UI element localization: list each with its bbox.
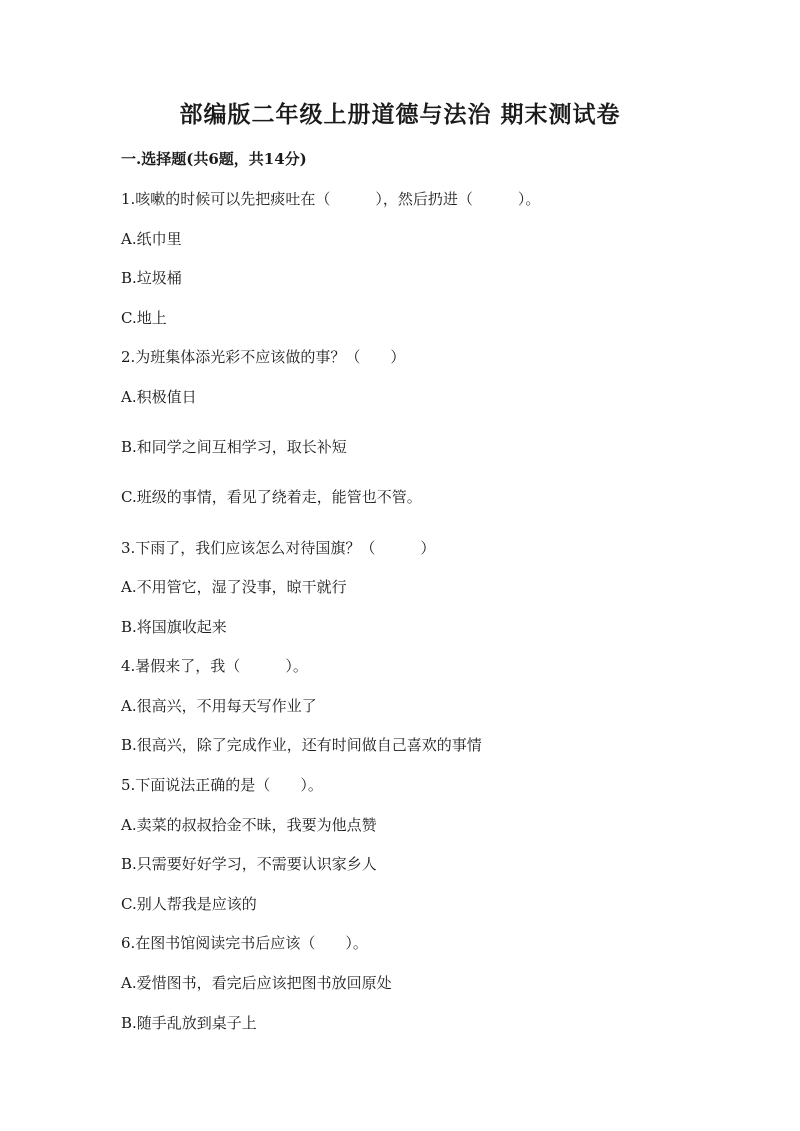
answer-option: A.纸巾里 (121, 230, 182, 248)
answer-option: C.班级的事情，看见了绕着走，能管也不管。 (121, 488, 422, 506)
answer-option: A.很高兴，不用每天写作业了 (121, 697, 317, 715)
answer-option: B.很高兴，除了完成作业，还有时间做自己喜欢的事情 (121, 736, 482, 754)
answer-option: B.将国旗收起来 (121, 618, 227, 636)
question-stem: 3.下雨了，我们应该怎么对待国旗？（ ） (121, 539, 436, 557)
answer-option: B.随手乱放到桌子上 (121, 1014, 257, 1032)
answer-option: B.只需要好好学习，不需要认识家乡人 (121, 855, 377, 873)
answer-option: C.别人帮我是应该的 (121, 895, 257, 913)
question-stem: 1.咳嗽的时候可以先把痰吐在（ ），然后扔进（ ）。 (121, 190, 541, 208)
page-title: 部编版二年级上册道德与法治 期末测试卷 (179, 101, 621, 128)
section-heading: 一.选择题(共6题，共14分) (121, 150, 307, 168)
answer-option: A.不用管它，湿了没事，晾干就行 (121, 578, 347, 596)
answer-option: A.积极值日 (121, 388, 197, 406)
answer-option: C.地上 (121, 309, 167, 327)
question-stem: 2.为班集体添光彩不应该做的事？（ ） (121, 348, 406, 366)
answer-option: A.爱惜图书，看完后应该把图书放回原处 (121, 974, 392, 992)
question-stem: 4.暑假来了，我（ ）。 (121, 657, 308, 675)
answer-option: B.和同学之间互相学习，取长补短 (121, 438, 347, 456)
question-stem: 6.在图书馆阅读完书后应该（ ）。 (121, 934, 368, 952)
answer-option: B.垃圾桶 (121, 269, 182, 287)
answer-option: A.卖菜的叔叔拾金不昧，我要为他点赞 (121, 816, 377, 834)
question-stem: 5.下面说法正确的是（ ）。 (121, 776, 323, 794)
